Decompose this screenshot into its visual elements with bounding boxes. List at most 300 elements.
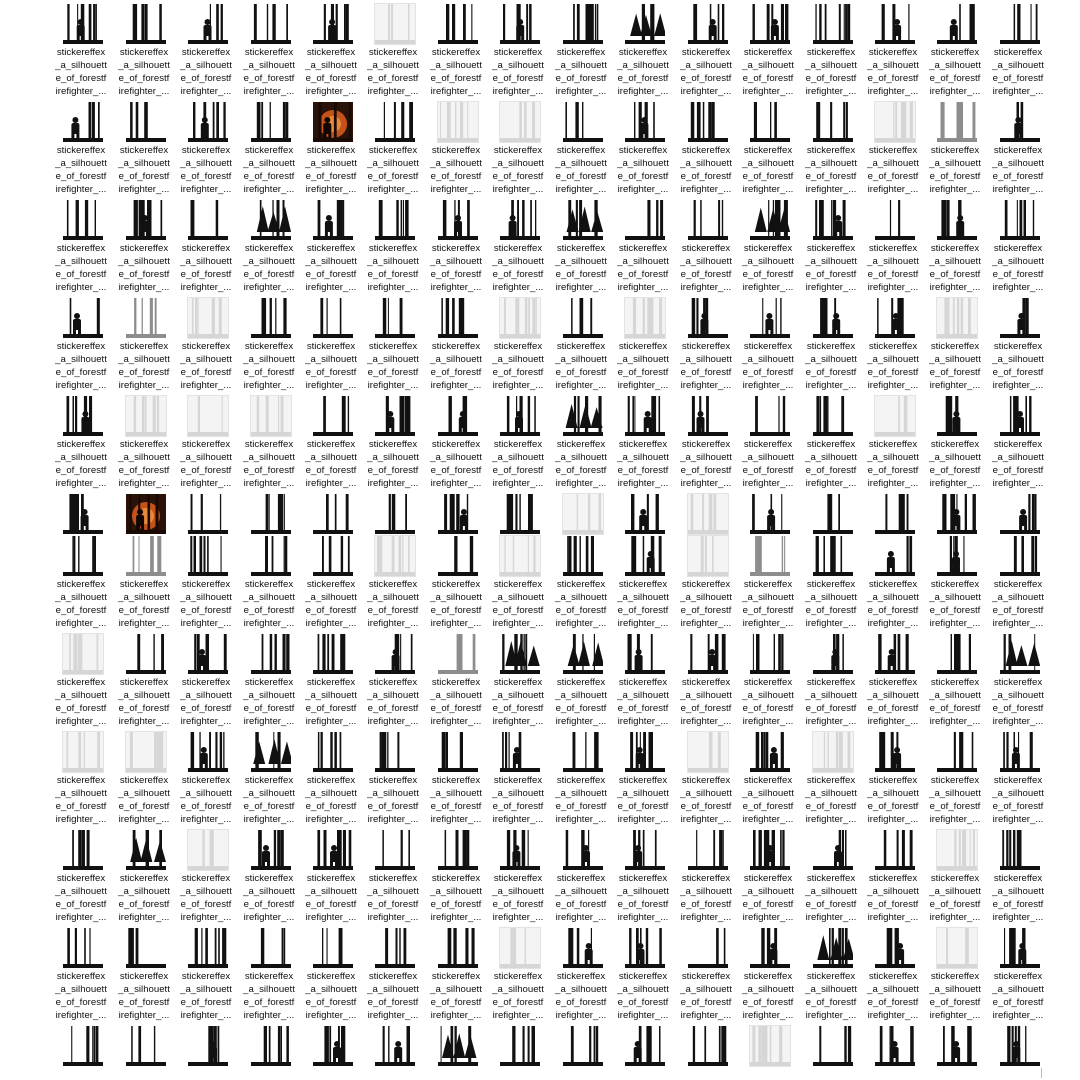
file-name-line: e_of_forestf bbox=[555, 801, 607, 812]
forest-silhouette-thumbnail[interactable] bbox=[750, 396, 790, 436]
file-name-line: stickereffex bbox=[930, 579, 980, 590]
forest-silhouette-thumbnail[interactable] bbox=[251, 4, 291, 44]
forest-silhouette-thumbnail[interactable] bbox=[126, 4, 166, 44]
file-name-line: e_of_forestf bbox=[805, 367, 857, 378]
forest-silhouette-thumbnail[interactable] bbox=[251, 494, 291, 534]
firefighter-silhouette-thumbnail[interactable] bbox=[1000, 1026, 1040, 1066]
forest-silhouette-thumbnail[interactable] bbox=[313, 396, 353, 436]
firefighter-silhouette-thumbnail[interactable] bbox=[563, 928, 603, 968]
forest-silhouette-thumbnail[interactable] bbox=[438, 732, 478, 772]
file-name-line: _a_silhouett bbox=[867, 592, 919, 603]
file-name-label bbox=[362, 578, 424, 630]
forest-silhouette-thumbnail[interactable] bbox=[563, 732, 603, 772]
firefighter-silhouette-thumbnail[interactable] bbox=[500, 200, 540, 240]
file-name-label bbox=[987, 970, 1049, 1022]
forest-silhouette-thumbnail[interactable] bbox=[188, 536, 228, 576]
faded-forest-thumbnail[interactable] bbox=[937, 298, 977, 338]
forest-silhouette-thumbnail[interactable] bbox=[438, 830, 478, 870]
firefighter-silhouette-thumbnail[interactable] bbox=[500, 4, 540, 44]
firefighter-silhouette-thumbnail[interactable] bbox=[188, 634, 228, 674]
faded-forest-thumbnail[interactable] bbox=[188, 396, 228, 436]
firefighter-silhouette-thumbnail[interactable] bbox=[625, 1026, 665, 1066]
forest-silhouette-thumbnail[interactable] bbox=[63, 928, 103, 968]
file-name-label bbox=[550, 438, 612, 490]
faded-forest-thumbnail[interactable] bbox=[750, 1026, 790, 1066]
firefighter-silhouette-thumbnail[interactable] bbox=[750, 928, 790, 968]
firefighter-silhouette-thumbnail[interactable] bbox=[500, 732, 540, 772]
forest-silhouette-thumbnail[interactable] bbox=[63, 1026, 103, 1066]
file-name-line: _a_silhouett bbox=[492, 452, 544, 463]
forest-silhouette-thumbnail[interactable] bbox=[188, 928, 228, 968]
firefighter-silhouette-thumbnail[interactable] bbox=[750, 732, 790, 772]
forest-silhouette-thumbnail[interactable] bbox=[375, 732, 415, 772]
firefighter-silhouette-thumbnail[interactable] bbox=[63, 396, 103, 436]
faded-forest-thumbnail[interactable] bbox=[813, 732, 853, 772]
forest-silhouette-thumbnail[interactable] bbox=[63, 200, 103, 240]
forest-silhouette-thumbnail[interactable] bbox=[563, 298, 603, 338]
firefighter-silhouette-thumbnail[interactable] bbox=[188, 732, 228, 772]
file-name-line: stickereffex bbox=[681, 145, 731, 156]
file-name-label bbox=[238, 774, 300, 826]
file-name-line: _a_silhouett bbox=[430, 690, 482, 701]
file-name-line: stickereffex bbox=[806, 47, 856, 58]
file-name-line: stickereffex bbox=[244, 341, 294, 352]
firefighter-silhouette-thumbnail[interactable] bbox=[313, 4, 353, 44]
forest-firefighter-thumbnail[interactable] bbox=[63, 4, 103, 44]
forest-silhouette-thumbnail[interactable] bbox=[937, 732, 977, 772]
firefighter-silhouette-thumbnail[interactable] bbox=[375, 1026, 415, 1066]
file-name-line: irefighter_... bbox=[992, 1010, 1044, 1021]
firefighter-silhouette-thumbnail[interactable] bbox=[750, 494, 790, 534]
pine-tree-thumbnail[interactable] bbox=[1000, 634, 1040, 674]
file-name-label bbox=[987, 578, 1049, 630]
firefighter-silhouette-thumbnail[interactable] bbox=[438, 396, 478, 436]
file-name-line: e_of_forestf bbox=[992, 703, 1044, 714]
file-name-line: _a_silhouett bbox=[867, 354, 919, 365]
file-name-line: stickereffex bbox=[368, 243, 418, 254]
firefighter-silhouette-thumbnail[interactable] bbox=[813, 298, 853, 338]
firefighter-silhouette-thumbnail[interactable] bbox=[937, 536, 977, 576]
forest-silhouette-thumbnail[interactable] bbox=[875, 200, 915, 240]
firefighter-silhouette-thumbnail[interactable] bbox=[63, 102, 103, 142]
faded-forest-thumbnail[interactable] bbox=[937, 102, 977, 142]
firefighter-silhouette-thumbnail[interactable] bbox=[313, 1026, 353, 1066]
file-name-label bbox=[425, 242, 487, 294]
forest-silhouette-thumbnail[interactable] bbox=[313, 298, 353, 338]
file-name-label bbox=[362, 676, 424, 728]
file-name-label bbox=[987, 242, 1049, 294]
forest-silhouette-thumbnail[interactable] bbox=[875, 830, 915, 870]
forest-silhouette-thumbnail[interactable] bbox=[251, 298, 291, 338]
firefighter-silhouette-thumbnail[interactable] bbox=[1000, 102, 1040, 142]
file-name-label bbox=[238, 578, 300, 630]
faded-forest-thumbnail[interactable] bbox=[375, 536, 415, 576]
firefighter-silhouette-thumbnail[interactable] bbox=[438, 200, 478, 240]
firefighter-silhouette-thumbnail[interactable] bbox=[875, 928, 915, 968]
file-name-line: _a_silhouett bbox=[742, 158, 794, 169]
firefighter-silhouette-thumbnail[interactable] bbox=[688, 396, 728, 436]
firefighter-silhouette-thumbnail[interactable] bbox=[625, 102, 665, 142]
firefighter-silhouette-thumbnail[interactable] bbox=[625, 396, 665, 436]
file-name-line: e_of_forestf bbox=[55, 997, 107, 1008]
file-name-label bbox=[924, 774, 986, 826]
file-name-line: _a_silhouett bbox=[742, 886, 794, 897]
file-name-label bbox=[800, 578, 862, 630]
file-name-line: _a_silhouett bbox=[367, 452, 419, 463]
firefighter-silhouette-thumbnail[interactable] bbox=[126, 200, 166, 240]
firefighter-silhouette-thumbnail[interactable] bbox=[188, 4, 228, 44]
file-name-line: stickereffex bbox=[993, 579, 1043, 590]
firefighter-silhouette-thumbnail[interactable] bbox=[625, 634, 665, 674]
file-name-line: e_of_forestf bbox=[118, 899, 170, 910]
file-name-line: e_of_forestf bbox=[929, 269, 981, 280]
file-name-line: irefighter_... bbox=[118, 618, 170, 629]
firefighter-silhouette-thumbnail[interactable] bbox=[625, 830, 665, 870]
file-name-line: _a_silhouett bbox=[929, 984, 981, 995]
file-name-label bbox=[862, 242, 924, 294]
forest-silhouette-thumbnail[interactable] bbox=[688, 200, 728, 240]
firefighter-silhouette-thumbnail[interactable] bbox=[688, 298, 728, 338]
forest-silhouette-thumbnail[interactable] bbox=[500, 494, 540, 534]
firefighter-silhouette-thumbnail[interactable] bbox=[188, 102, 228, 142]
forest-silhouette-thumbnail[interactable] bbox=[813, 536, 853, 576]
file-name-line: irefighter_... bbox=[243, 282, 295, 293]
file-name-line: _a_silhouett bbox=[867, 886, 919, 897]
pine-tree-thumbnail[interactable] bbox=[813, 928, 853, 968]
firefighter-silhouette-thumbnail[interactable] bbox=[251, 830, 291, 870]
file-name-line: _a_silhouett bbox=[992, 452, 1044, 463]
forest-silhouette-thumbnail[interactable] bbox=[875, 494, 915, 534]
file-name-line: _a_silhouett bbox=[742, 452, 794, 463]
firefighter-silhouette-thumbnail[interactable] bbox=[875, 634, 915, 674]
firefighter-silhouette-thumbnail[interactable] bbox=[937, 494, 977, 534]
forest-silhouette-thumbnail[interactable] bbox=[126, 928, 166, 968]
forest-silhouette-thumbnail[interactable] bbox=[750, 102, 790, 142]
forest-silhouette-thumbnail[interactable] bbox=[563, 102, 603, 142]
fire-glow-thumbnail[interactable] bbox=[313, 102, 353, 142]
pine-tree-thumbnail[interactable] bbox=[563, 634, 603, 674]
file-name-line: e_of_forestf bbox=[992, 997, 1044, 1008]
forest-silhouette-thumbnail[interactable] bbox=[813, 102, 853, 142]
pine-tree-thumbnail[interactable] bbox=[251, 200, 291, 240]
faded-forest-thumbnail[interactable] bbox=[500, 928, 540, 968]
forest-silhouette-thumbnail[interactable] bbox=[251, 536, 291, 576]
file-name-label bbox=[550, 144, 612, 196]
faded-forest-thumbnail[interactable] bbox=[188, 830, 228, 870]
forest-silhouette-thumbnail[interactable] bbox=[438, 298, 478, 338]
faded-forest-thumbnail[interactable] bbox=[251, 396, 291, 436]
forest-silhouette-thumbnail[interactable] bbox=[375, 102, 415, 142]
forest-silhouette-thumbnail[interactable] bbox=[688, 928, 728, 968]
file-name-line: e_of_forestf bbox=[992, 269, 1044, 280]
file-name-line: irefighter_... bbox=[680, 912, 732, 923]
file-name-line: e_of_forestf bbox=[430, 367, 482, 378]
faded-forest-thumbnail[interactable] bbox=[750, 536, 790, 576]
faded-forest-thumbnail[interactable] bbox=[438, 634, 478, 674]
faded-forest-thumbnail[interactable] bbox=[500, 102, 540, 142]
forest-silhouette-thumbnail[interactable] bbox=[1000, 830, 1040, 870]
file-name-line: stickereffex bbox=[743, 775, 793, 786]
file-name-line: _a_silhouett bbox=[805, 158, 857, 169]
forest-silhouette-thumbnail[interactable] bbox=[126, 634, 166, 674]
faded-forest-thumbnail[interactable] bbox=[126, 536, 166, 576]
firefighter-silhouette-thumbnail[interactable] bbox=[1000, 298, 1040, 338]
forest-silhouette-thumbnail[interactable] bbox=[1000, 200, 1040, 240]
firefighter-silhouette-thumbnail[interactable] bbox=[1000, 732, 1040, 772]
firefighter-silhouette-thumbnail[interactable] bbox=[750, 298, 790, 338]
forest-silhouette-thumbnail[interactable] bbox=[375, 830, 415, 870]
forest-silhouette-thumbnail[interactable] bbox=[563, 1026, 603, 1066]
file-name-line: e_of_forestf bbox=[555, 703, 607, 714]
faded-forest-thumbnail[interactable] bbox=[688, 536, 728, 576]
file-name-label bbox=[862, 340, 924, 392]
faded-forest-thumbnail[interactable] bbox=[126, 396, 166, 436]
file-name-line: irefighter_... bbox=[243, 478, 295, 489]
faded-forest-thumbnail[interactable] bbox=[875, 102, 915, 142]
firefighter-silhouette-thumbnail[interactable] bbox=[375, 634, 415, 674]
forest-silhouette-thumbnail[interactable] bbox=[813, 4, 853, 44]
firefighter-silhouette-thumbnail[interactable] bbox=[500, 396, 540, 436]
firefighter-silhouette-thumbnail[interactable] bbox=[375, 396, 415, 436]
file-name-label bbox=[800, 144, 862, 196]
forest-silhouette-thumbnail[interactable] bbox=[625, 200, 665, 240]
file-name-line: irefighter_... bbox=[55, 1010, 107, 1021]
firefighter-silhouette-thumbnail[interactable] bbox=[813, 830, 853, 870]
file-name-line: e_of_forestf bbox=[305, 465, 357, 476]
firefighter-silhouette-thumbnail[interactable] bbox=[875, 732, 915, 772]
file-name-line: e_of_forestf bbox=[305, 73, 357, 84]
scrollbar-end-mark[interactable] bbox=[1041, 1068, 1042, 1078]
forest-silhouette-thumbnail[interactable] bbox=[438, 4, 478, 44]
forest-silhouette-thumbnail[interactable] bbox=[126, 1026, 166, 1066]
forest-silhouette-thumbnail[interactable] bbox=[438, 928, 478, 968]
file-name-line: irefighter_... bbox=[867, 716, 919, 727]
forest-silhouette-thumbnail[interactable] bbox=[251, 102, 291, 142]
firefighter-silhouette-thumbnail[interactable] bbox=[63, 494, 103, 534]
forest-silhouette-thumbnail[interactable] bbox=[375, 298, 415, 338]
firefighter-silhouette-thumbnail[interactable] bbox=[875, 298, 915, 338]
file-name-line: irefighter_... bbox=[867, 282, 919, 293]
file-name-line: e_of_forestf bbox=[742, 899, 794, 910]
forest-silhouette-thumbnail[interactable] bbox=[813, 396, 853, 436]
file-name-line: e_of_forestf bbox=[180, 997, 232, 1008]
pine-tree-thumbnail[interactable] bbox=[438, 1026, 478, 1066]
file-name-line: e_of_forestf bbox=[180, 801, 232, 812]
file-name-line: irefighter_... bbox=[742, 814, 794, 825]
forest-silhouette-thumbnail[interactable] bbox=[63, 830, 103, 870]
file-name-line: _a_silhouett bbox=[680, 158, 732, 169]
file-name-label bbox=[238, 872, 300, 924]
file-name-line: irefighter_... bbox=[430, 478, 482, 489]
faded-forest-thumbnail[interactable] bbox=[375, 4, 415, 44]
firefighter-silhouette-thumbnail[interactable] bbox=[937, 396, 977, 436]
file-name-label bbox=[862, 774, 924, 826]
file-name-line: stickereffex bbox=[56, 243, 106, 254]
file-name-label bbox=[425, 144, 487, 196]
forest-silhouette-thumbnail[interactable] bbox=[1000, 4, 1040, 44]
forest-silhouette-thumbnail[interactable] bbox=[313, 634, 353, 674]
firefighter-silhouette-thumbnail[interactable] bbox=[688, 634, 728, 674]
file-name-label bbox=[487, 242, 549, 294]
file-name-line: stickereffex bbox=[306, 873, 356, 884]
forest-silhouette-thumbnail[interactable] bbox=[813, 1026, 853, 1066]
file-name-label bbox=[300, 438, 362, 490]
file-name-line: stickereffex bbox=[681, 775, 731, 786]
file-name-line: e_of_forestf bbox=[367, 367, 419, 378]
pine-tree-thumbnail[interactable] bbox=[750, 200, 790, 240]
file-name-line: _a_silhouett bbox=[555, 788, 607, 799]
firefighter-silhouette-thumbnail[interactable] bbox=[188, 1026, 228, 1066]
faded-forest-thumbnail[interactable] bbox=[188, 298, 228, 338]
faded-forest-thumbnail[interactable] bbox=[625, 298, 665, 338]
firefighter-silhouette-thumbnail[interactable] bbox=[625, 928, 665, 968]
file-name-line: e_of_forestf bbox=[992, 73, 1044, 84]
faded-forest-thumbnail[interactable] bbox=[937, 928, 977, 968]
firefighter-silhouette-thumbnail[interactable] bbox=[688, 4, 728, 44]
file-name-line: irefighter_... bbox=[243, 716, 295, 727]
forest-silhouette-thumbnail[interactable] bbox=[251, 1026, 291, 1066]
firefighter-silhouette-thumbnail[interactable] bbox=[937, 1026, 977, 1066]
faded-forest-thumbnail[interactable] bbox=[63, 634, 103, 674]
file-name-line: stickereffex bbox=[431, 341, 481, 352]
fire-glow-thumbnail[interactable] bbox=[126, 494, 166, 534]
file-name-line: irefighter_... bbox=[742, 912, 794, 923]
forest-silhouette-thumbnail[interactable] bbox=[500, 1026, 540, 1066]
faded-forest-thumbnail[interactable] bbox=[126, 732, 166, 772]
firefighter-silhouette-thumbnail[interactable] bbox=[625, 494, 665, 534]
file-name-line: irefighter_... bbox=[305, 380, 357, 391]
forest-silhouette-thumbnail[interactable] bbox=[688, 102, 728, 142]
forest-silhouette-thumbnail[interactable] bbox=[563, 4, 603, 44]
forest-silhouette-thumbnail[interactable] bbox=[688, 1026, 728, 1066]
forest-silhouette-thumbnail[interactable] bbox=[313, 928, 353, 968]
faded-forest-thumbnail[interactable] bbox=[937, 634, 977, 674]
file-name-label bbox=[300, 676, 362, 728]
file-name-label bbox=[113, 340, 175, 392]
forest-silhouette-thumbnail[interactable] bbox=[375, 928, 415, 968]
firefighter-silhouette-thumbnail[interactable] bbox=[875, 536, 915, 576]
forest-silhouette-thumbnail[interactable] bbox=[688, 830, 728, 870]
file-name-line: e_of_forestf bbox=[305, 997, 357, 1008]
file-name-line: _a_silhouett bbox=[867, 256, 919, 267]
file-name-line: irefighter_... bbox=[555, 86, 607, 97]
firefighter-silhouette-thumbnail[interactable] bbox=[750, 4, 790, 44]
pine-tree-thumbnail[interactable] bbox=[500, 634, 540, 674]
file-name-line: _a_silhouett bbox=[367, 690, 419, 701]
file-name-line: stickereffex bbox=[618, 439, 668, 450]
forest-silhouette-thumbnail[interactable] bbox=[126, 102, 166, 142]
firefighter-silhouette-thumbnail[interactable] bbox=[563, 830, 603, 870]
faded-forest-thumbnail[interactable] bbox=[500, 298, 540, 338]
firefighter-silhouette-thumbnail[interactable] bbox=[937, 4, 977, 44]
file-name-line: irefighter_... bbox=[55, 86, 107, 97]
forest-silhouette-thumbnail[interactable] bbox=[251, 928, 291, 968]
faded-forest-thumbnail[interactable] bbox=[126, 298, 166, 338]
faded-forest-thumbnail[interactable] bbox=[500, 536, 540, 576]
firefighter-silhouette-thumbnail[interactable] bbox=[1000, 396, 1040, 436]
file-name-label bbox=[487, 872, 549, 924]
firefighter-silhouette-thumbnail[interactable] bbox=[438, 494, 478, 534]
file-name-label bbox=[924, 970, 986, 1022]
faded-forest-thumbnail[interactable] bbox=[63, 732, 103, 772]
file-name-line: stickereffex bbox=[556, 145, 606, 156]
file-name-line: irefighter_... bbox=[367, 912, 419, 923]
faded-forest-thumbnail[interactable] bbox=[688, 732, 728, 772]
forest-silhouette-thumbnail[interactable] bbox=[813, 494, 853, 534]
file-name-line: irefighter_... bbox=[555, 184, 607, 195]
pine-tree-thumbnail[interactable] bbox=[126, 830, 166, 870]
file-name-line: _a_silhouett bbox=[680, 788, 732, 799]
forest-silhouette-thumbnail[interactable] bbox=[188, 494, 228, 534]
firefighter-silhouette-thumbnail[interactable] bbox=[500, 830, 540, 870]
firefighter-silhouette-thumbnail[interactable] bbox=[875, 4, 915, 44]
forest-silhouette-thumbnail[interactable] bbox=[563, 536, 603, 576]
file-name-line: irefighter_... bbox=[180, 618, 232, 629]
firefighter-silhouette-thumbnail[interactable] bbox=[63, 298, 103, 338]
firefighter-silhouette-thumbnail[interactable] bbox=[1000, 928, 1040, 968]
firefighter-silhouette-thumbnail[interactable] bbox=[875, 1026, 915, 1066]
firefighter-silhouette-thumbnail[interactable] bbox=[625, 536, 665, 576]
forest-silhouette-thumbnail[interactable] bbox=[750, 634, 790, 674]
forest-silhouette-thumbnail[interactable] bbox=[63, 536, 103, 576]
firefighter-silhouette-thumbnail[interactable] bbox=[1000, 494, 1040, 534]
file-name-line: _a_silhouett bbox=[555, 452, 607, 463]
file-name-line: _a_silhouett bbox=[617, 788, 669, 799]
file-name-line: irefighter_... bbox=[929, 380, 981, 391]
forest-silhouette-thumbnail[interactable] bbox=[438, 536, 478, 576]
forest-silhouette-thumbnail[interactable] bbox=[313, 536, 353, 576]
file-name-line: irefighter_... bbox=[867, 380, 919, 391]
file-name-line: stickereffex bbox=[181, 775, 231, 786]
file-name-label bbox=[800, 340, 862, 392]
pine-tree-thumbnail[interactable] bbox=[251, 732, 291, 772]
file-name-line: e_of_forestf bbox=[929, 899, 981, 910]
file-name-line: e_of_forestf bbox=[680, 703, 732, 714]
faded-forest-thumbnail[interactable] bbox=[438, 102, 478, 142]
pine-tree-thumbnail[interactable] bbox=[625, 4, 665, 44]
file-name-line: irefighter_... bbox=[742, 380, 794, 391]
forest-silhouette-thumbnail[interactable] bbox=[251, 634, 291, 674]
file-name-line: irefighter_... bbox=[742, 86, 794, 97]
forest-silhouette-thumbnail[interactable] bbox=[313, 494, 353, 534]
firefighter-silhouette-thumbnail[interactable] bbox=[313, 200, 353, 240]
forest-silhouette-thumbnail[interactable] bbox=[375, 494, 415, 534]
firefighter-silhouette-thumbnail[interactable] bbox=[813, 634, 853, 674]
file-name-line: _a_silhouett bbox=[118, 452, 170, 463]
file-name-label bbox=[300, 144, 362, 196]
firefighter-silhouette-thumbnail[interactable] bbox=[313, 830, 353, 870]
firefighter-silhouette-thumbnail[interactable] bbox=[937, 200, 977, 240]
faded-forest-thumbnail[interactable] bbox=[937, 830, 977, 870]
forest-silhouette-thumbnail[interactable] bbox=[313, 732, 353, 772]
forest-silhouette-thumbnail[interactable] bbox=[1000, 536, 1040, 576]
faded-forest-thumbnail[interactable] bbox=[875, 396, 915, 436]
firefighter-silhouette-thumbnail[interactable] bbox=[813, 200, 853, 240]
firefighter-silhouette-thumbnail[interactable] bbox=[750, 830, 790, 870]
forest-silhouette-thumbnail[interactable] bbox=[188, 200, 228, 240]
faded-forest-thumbnail[interactable] bbox=[688, 494, 728, 534]
forest-silhouette-thumbnail[interactable] bbox=[375, 200, 415, 240]
firefighter-silhouette-thumbnail[interactable] bbox=[625, 732, 665, 772]
file-name-line: irefighter_... bbox=[55, 282, 107, 293]
pine-tree-thumbnail[interactable] bbox=[563, 396, 603, 436]
file-name-line: e_of_forestf bbox=[243, 801, 295, 812]
file-name-label bbox=[737, 578, 799, 630]
faded-forest-thumbnail[interactable] bbox=[563, 494, 603, 534]
file-name-line: e_of_forestf bbox=[430, 801, 482, 812]
file-name-line: e_of_forestf bbox=[492, 171, 544, 182]
pine-tree-thumbnail[interactable] bbox=[563, 200, 603, 240]
